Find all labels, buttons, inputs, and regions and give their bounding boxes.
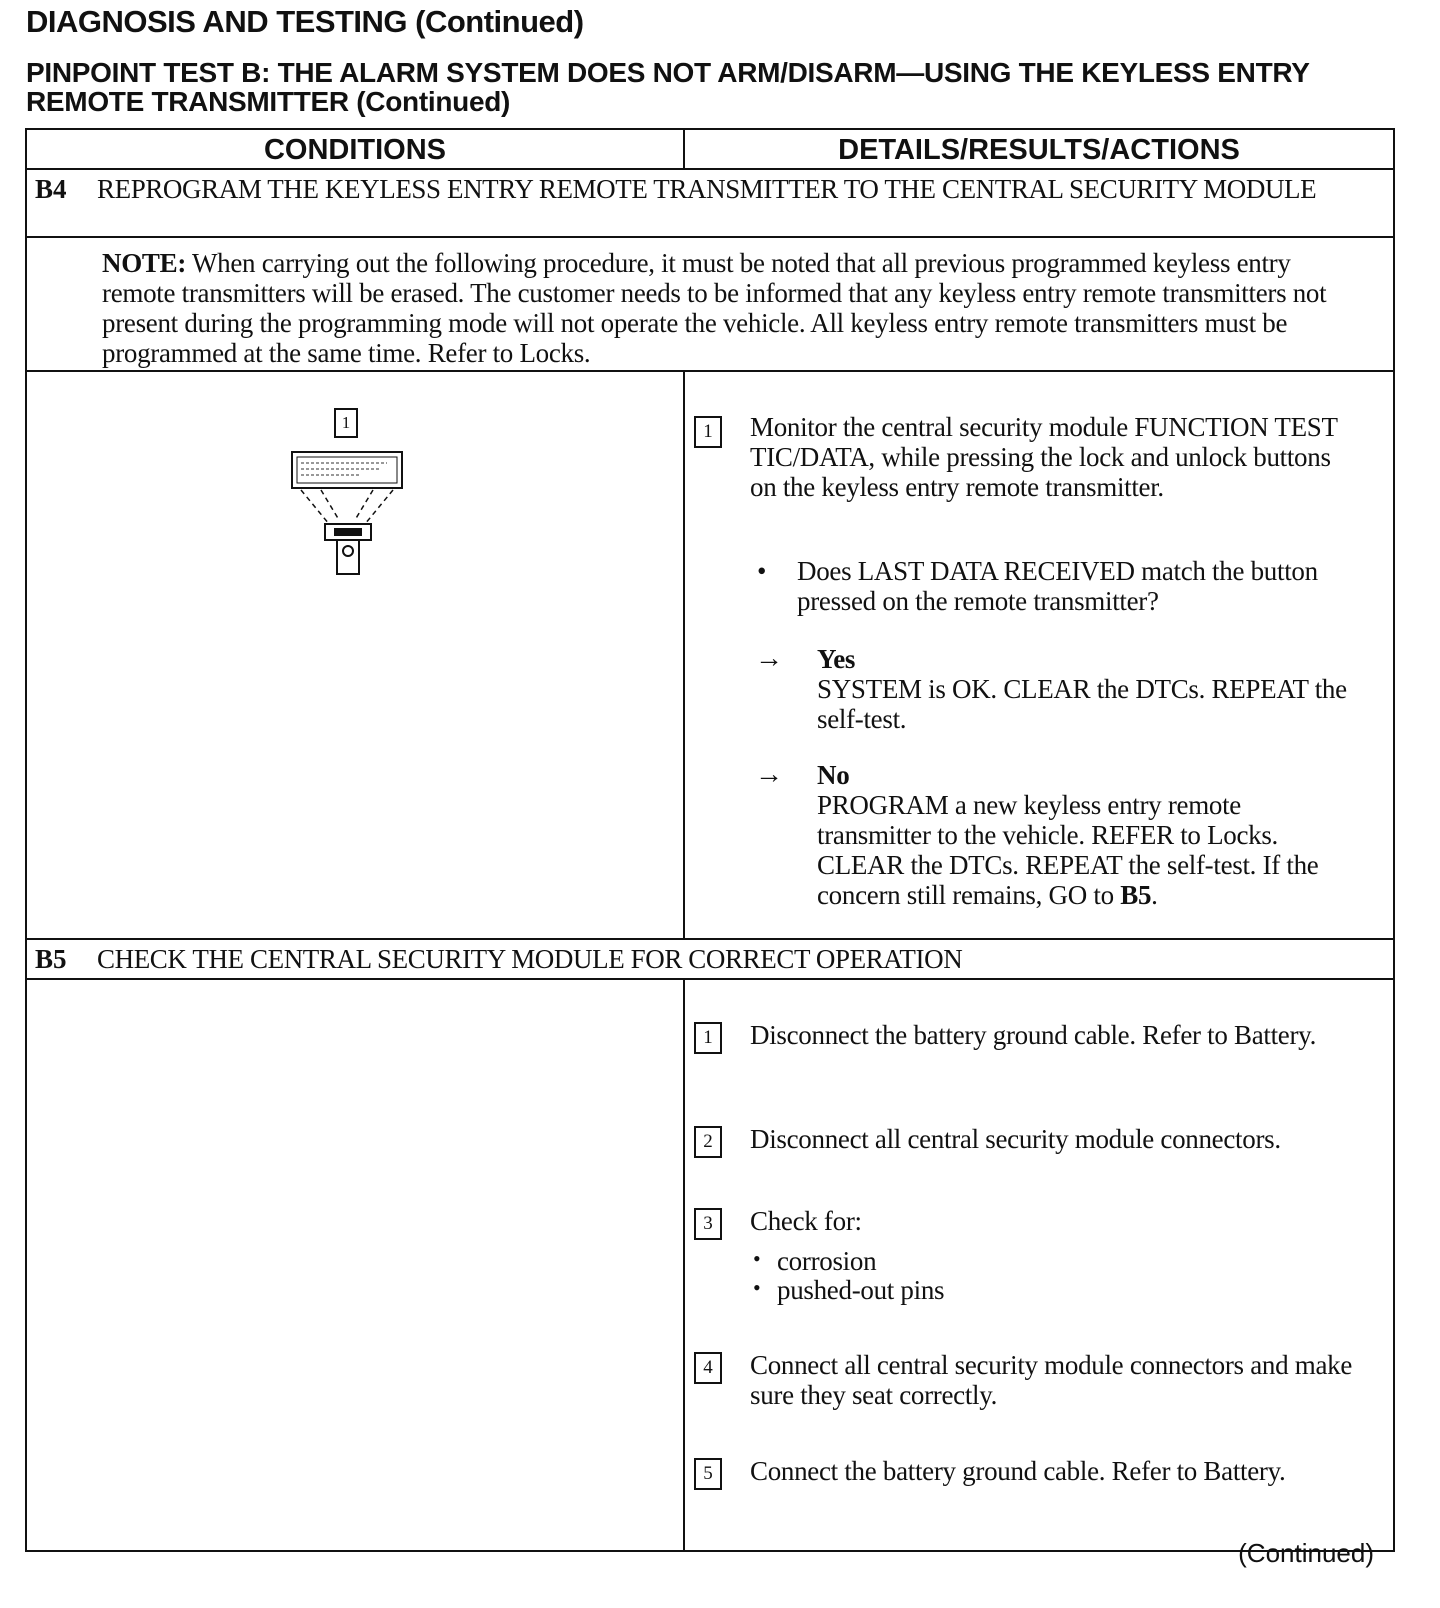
check-item: pushed-out pins <box>777 1275 945 1305</box>
step-instruction: Connect the battery ground cable. Refer to Battery. <box>750 1456 1286 1486</box>
procedure-table <box>25 128 1395 1552</box>
page-title: DIAGNOSIS AND TESTING (Continued) <box>26 4 584 39</box>
column-divider <box>683 370 685 938</box>
answer-yes-label: Yes <box>817 644 856 674</box>
step-id: B5 <box>35 944 67 974</box>
step-number: 5 <box>694 1458 722 1490</box>
column-divider <box>683 978 685 1550</box>
check-item: corrosion <box>777 1246 877 1276</box>
illustration-callout: 1 <box>334 408 358 438</box>
step-number: 1 <box>694 416 722 448</box>
answer-no-end: . <box>1151 880 1158 910</box>
step-number: 3 <box>694 1208 722 1240</box>
scan-tool-icon <box>289 408 409 578</box>
bullet-icon: • <box>753 1275 761 1300</box>
note <box>102 248 1367 368</box>
arrow-right-icon: → <box>755 759 783 790</box>
step-b4-header <box>27 174 1393 238</box>
row-divider <box>27 236 1393 238</box>
continued-label: (Continued) <box>1238 1538 1374 1568</box>
step-id: B4 <box>35 174 67 204</box>
answer-no-text: PROGRAM a new keyless entry remote transmitter to the vehicle. REFER to Locks. CLEAR the DTCs. REPEAT the self-test. If the concern still remains, GO to <box>817 790 1319 910</box>
row-divider <box>27 370 1393 372</box>
scan-tool-illustration <box>289 408 409 578</box>
bullet-icon: • <box>753 1246 761 1271</box>
answer-yes <box>817 644 1357 734</box>
step-instruction: Connect all central security module connectors and make sure they seat correctly. <box>750 1350 1353 1410</box>
goto-step-link[interactable]: B5 <box>1120 880 1152 910</box>
step-instruction: Check for: <box>750 1206 862 1236</box>
question: Does LAST DATA RECEIVED match the button pressed on the remote transmitter? <box>797 556 1318 616</box>
step-instruction: Disconnect the battery ground cable. Refer to Battery. <box>750 1020 1317 1050</box>
note-text: When carrying out the following procedure, it must be noted that all previous programmed keyless entry remote transmitters will be erased. The customer needs to be informed that any keyless entry remote transmitters not present during the programming mode will not operate the vehicle. All keyless entry remote transmitters must be programmed at the same time. Refer to Locks. <box>102 248 1327 368</box>
step-title: REPROGRAM THE KEYLESS ENTRY REMOTE TRANSMITTER TO THE CENTRAL SECURITY MODULE <box>97 174 1317 204</box>
note-label: NOTE: <box>102 248 187 278</box>
step-number: 4 <box>694 1352 722 1384</box>
column-header-conditions: CONDITIONS <box>263 134 447 166</box>
answer-no <box>817 760 1347 910</box>
step-title: CHECK THE CENTRAL SECURITY MODULE FOR CORRECT OPERATION <box>97 944 963 974</box>
step-number: 1 <box>694 1022 722 1054</box>
answer-yes-text: SYSTEM is OK. CLEAR the DTCs. REPEAT the self-test. <box>817 674 1347 734</box>
column-header-details: DETAILS/RESULTS/ACTIONS <box>838 134 1240 166</box>
step-instruction: Disconnect all central security module connectors. <box>750 1124 1281 1154</box>
answer-no-label: No <box>817 760 850 790</box>
row-divider <box>27 168 1393 170</box>
bullet-icon: • <box>757 556 767 586</box>
arrow-right-icon: → <box>755 643 783 674</box>
test-title: PINPOINT TEST B: THE ALARM SYSTEM DOES NOT ARM/DISARM—USING THE KEYLESS ENTRY REMOTE TRANSMITTER (Continued) <box>26 57 1310 117</box>
step-number: 2 <box>694 1126 722 1158</box>
row-divider <box>27 938 1393 940</box>
header-divider <box>683 130 685 168</box>
step-instruction: Monitor the central security module FUNCTION TEST TIC/DATA, while pressing the lock and unlock buttons on the keyless entry remote transmitter. <box>750 412 1338 502</box>
row-divider <box>27 978 1393 980</box>
